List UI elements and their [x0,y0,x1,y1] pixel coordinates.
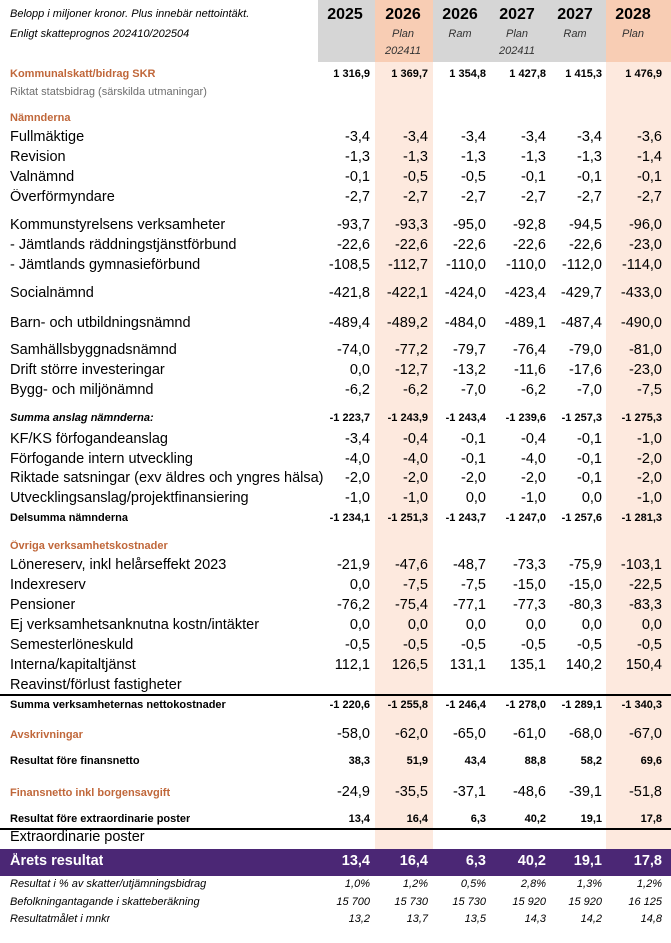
cell-value: 13,5 [464,913,486,925]
cell-value: -2,0 [461,470,486,486]
cell-value: -22,5 [628,577,662,593]
column-subtype-header: Plan [505,28,529,40]
cell-value: -96,0 [628,217,662,233]
cell-value: 112,1 [334,657,370,673]
cell-value: -421,8 [328,285,370,301]
cell-value: 2,8% [520,878,546,890]
cell-value: -490,0 [620,315,662,331]
cell-value: -79,7 [452,342,486,358]
cell-value: 51,9 [406,755,428,767]
cell-value: -0,5 [637,637,662,653]
cell-value: 1 316,9 [333,68,370,80]
row-label: Ej verksamhetsanknutna kostn/intäkter [10,617,260,633]
row-label: Fullmäktige [10,129,85,145]
cell-value: -23,0 [628,237,662,253]
cell-value: 13,2 [348,913,370,925]
cell-value: -67,0 [628,726,662,742]
cell-value: -39,1 [568,784,602,800]
cell-value: -429,7 [560,285,602,301]
table-row [0,362,671,380]
cell-value: 15 920 [568,896,602,908]
table-row [0,451,671,469]
table-row [0,617,671,635]
cell-value: -422,1 [386,285,428,301]
cell-value: -7,5 [461,577,486,593]
cell-value: -2,7 [461,189,486,205]
cell-value: -3,6 [637,129,662,145]
table-row [0,285,671,303]
cell-value: -0,4 [403,431,428,447]
cell-value: -74,0 [336,342,370,358]
cell-value: 0,0 [581,617,602,633]
cell-value: -2,0 [403,470,428,486]
divider-line [0,694,671,696]
cell-value: -489,2 [386,315,428,331]
cell-value: -1 289,1 [561,699,602,711]
cell-value: -0,5 [577,637,602,653]
cell-value: 0,0 [407,617,428,633]
cell-value: -0,1 [577,169,602,185]
table-row [0,597,671,615]
cell-value: 1 354,8 [449,68,486,80]
cell-value: -3,4 [461,129,486,145]
row-label: Lönereserv, inkl helårseffekt 2023 [10,557,227,573]
column-subtype-header: Ram [563,28,587,40]
row-label: Semesterlöneskuld [10,637,134,653]
table-row [0,189,671,207]
column-subtype-header: Ram [448,28,472,40]
row-label: Summa anslag nämnderna: [10,412,154,424]
cell-value: -80,3 [568,597,602,613]
row-label: Kommunalskatt/bidrag SKR [10,68,156,80]
cell-value: -83,3 [628,597,662,613]
cell-value: -6,2 [403,382,428,398]
cell-value: -3,4 [521,129,546,145]
cell-value: -1 251,3 [387,512,428,524]
column-year-header: 2026 [385,6,421,23]
row-label: Övriga verksamhetskostnader [10,540,168,552]
cell-value: 15 920 [512,896,546,908]
cell-value: -0,5 [403,169,428,185]
table-row [0,86,671,100]
cell-value: 88,8 [524,755,546,767]
cell-value: -76,4 [512,342,546,358]
cell-value: -7,0 [577,382,602,398]
cell-value: -0,1 [461,451,486,467]
row-label: Bygg- och miljönämnd [10,382,154,398]
cell-value: 38,3 [348,755,370,767]
cell-value: 40,2 [517,853,546,869]
table-row [0,784,671,802]
cell-value: -58,0 [336,726,370,742]
cell-value: 126,5 [391,657,428,673]
table-row [0,490,671,508]
cell-value: 15 700 [336,896,370,908]
cell-value: -3,4 [345,129,370,145]
cell-value: -92,8 [512,217,546,233]
row-label: - Jämtlands räddningstjänstförbund [10,237,237,253]
cell-value: 13,4 [341,853,370,869]
table-row [0,149,671,167]
cell-value: -1,0 [521,490,546,506]
cell-value: -0,5 [521,637,546,653]
cell-value: -35,5 [394,784,428,800]
cell-value: -1,0 [637,431,662,447]
cell-value: -1 246,4 [445,699,486,711]
table-row [0,813,671,827]
cell-value: -68,0 [568,726,602,742]
cell-value: -0,5 [461,169,486,185]
cell-value: 1 369,7 [391,68,428,80]
cell-value: -0,4 [521,431,546,447]
cell-value: -22,6 [394,237,428,253]
cell-value: 17,8 [640,813,662,825]
cell-value: 135,1 [509,657,546,673]
cell-value: -17,6 [568,362,602,378]
cell-value: -1,0 [403,490,428,506]
cell-value: -489,4 [328,315,370,331]
cell-value: -0,1 [521,169,546,185]
row-label: Avskrivningar [10,729,83,741]
cell-value: -93,7 [336,217,370,233]
row-label: Extraordinarie poster [10,829,145,845]
cell-value: -51,8 [628,784,662,800]
column-subtype-header: Plan [391,28,415,40]
cell-value: -2,0 [521,470,546,486]
row-label: Årets resultat [10,853,104,869]
cell-value: 1,3% [576,878,602,890]
cell-value: -81,0 [628,342,662,358]
table-row [0,557,671,575]
cell-value: -11,6 [514,362,546,378]
cell-value: -1 239,6 [505,412,546,424]
cell-value: -108,5 [328,257,370,273]
cell-value: -0,5 [403,637,428,653]
row-label: KF/KS förfogandeanslag [10,431,168,447]
cell-value: -75,4 [394,597,428,613]
cell-value: -62,0 [394,726,428,742]
cell-value: -3,4 [577,129,602,145]
cell-value: 6,3 [465,853,486,869]
row-label: Interna/kapitaltjänst [10,657,136,673]
row-label: Socialnämnd [10,285,94,301]
cell-value: -1,3 [345,149,370,165]
row-label: - Jämtlands gymnasieförbund [10,257,201,273]
cell-value: -3,4 [345,431,370,447]
row-label: Riktade satsningar (exv äldres och yngres hälsa) [10,470,324,486]
cell-value: -1 223,7 [329,412,370,424]
cell-value: -0,1 [577,470,602,486]
cell-value: -1 243,7 [445,512,486,524]
cell-value: 13,4 [348,813,370,825]
row-label: Reavinst/förlust fastigheter [10,677,182,693]
cell-value: -1,0 [345,490,370,506]
cell-value: 14,8 [640,913,662,925]
cell-value: -1,4 [637,149,662,165]
row-label: Förfogande intern utveckling [10,451,193,467]
cell-value: -0,1 [345,169,370,185]
cell-value: -23,0 [628,362,662,378]
cell-value: -1 243,9 [387,412,428,424]
row-label: Befolkningantagande i skatteberäkning [10,896,200,908]
cell-value: -1,3 [577,149,602,165]
table-row [0,257,671,275]
cell-value: -79,0 [568,342,602,358]
table-row [0,237,671,255]
cell-value: -4,0 [521,451,546,467]
cell-value: -7,0 [461,382,486,398]
row-label: Utvecklingsanslag/projektfinansiering [10,490,249,506]
cell-value: -22,6 [512,237,546,253]
cell-value: -15,0 [568,577,602,593]
cell-value: 1 415,3 [565,68,602,80]
cell-value: -22,6 [336,237,370,253]
cell-value: -4,0 [345,451,370,467]
table-row [0,878,671,892]
cell-value: -487,4 [560,315,602,331]
cell-value: -2,7 [521,189,546,205]
cell-value: 0,0 [349,617,370,633]
row-label: Summa verksamheternas nettokostnader [10,699,226,711]
cell-value: 1,0% [344,878,370,890]
row-label: Barn- och utbildningsnämnd [10,315,191,331]
cell-value: 0,0 [581,490,602,506]
cell-value: -0,1 [577,431,602,447]
cell-value: -0,1 [637,169,662,185]
column-year-header: 2027 [557,6,593,23]
row-label: Resultatmålet i mnkr [10,913,111,925]
cell-value: -2,7 [577,189,602,205]
cell-value: 1,2% [636,878,662,890]
cell-value: -1 275,3 [621,412,662,424]
column-year-header: 2026 [442,6,478,23]
cell-value: -1 278,0 [505,699,546,711]
cell-value: -6,2 [521,382,546,398]
cell-value: -48,7 [452,557,486,573]
table-row [0,382,671,400]
cell-value: 0,0 [525,617,546,633]
row-label: Resultat i % av skatter/utjämningsbidrag [10,878,207,890]
cell-value: -110,0 [445,257,486,273]
cell-value: 16,4 [406,813,428,825]
cell-value: -48,6 [512,784,546,800]
table-row [0,677,671,695]
cell-value: -0,5 [345,637,370,653]
cell-value: -1,3 [461,149,486,165]
row-label: Riktat statsbidrag (särskilda utmaningar) [10,86,207,98]
table-row [0,412,671,426]
cell-value: -75,9 [568,557,602,573]
row-label: Samhällsbyggnadsnämnd [10,342,177,358]
table-row [0,431,671,449]
cell-value: 6,3 [470,813,486,825]
cell-value: -1 243,4 [445,412,486,424]
cell-value: -2,0 [637,451,662,467]
table-row [0,540,671,554]
column-date-header: 202411 [385,45,421,57]
cell-value: -489,1 [504,315,546,331]
table-row [0,657,671,675]
cell-value: -7,5 [637,382,662,398]
row-label: Valnämnd [10,169,75,185]
cell-value: 150,4 [625,657,662,673]
cell-value: -65,0 [452,726,486,742]
cell-value: -61,0 [512,726,546,742]
cell-value: 0,0 [465,490,486,506]
table-row [0,315,671,333]
cell-value: 69,6 [640,755,662,767]
cell-value: -4,0 [403,451,428,467]
cell-value: -73,3 [512,557,546,573]
cell-value: -103,1 [620,557,662,573]
row-label: Drift större investeringar [10,362,165,378]
cell-value: 131,1 [449,657,486,673]
cell-value: 140,2 [565,657,602,673]
cell-value: 16 125 [628,896,662,908]
cell-value: -22,6 [452,237,486,253]
cell-value: -37,1 [452,784,486,800]
cell-value: -2,7 [637,189,662,205]
cell-value: 1,2% [402,878,428,890]
cell-value: -1 220,6 [329,699,370,711]
intro-text-line2: Enligt skatteprognos 202410/202504 [10,28,190,40]
row-label: Pensioner [10,597,76,613]
cell-value: -423,4 [504,285,546,301]
cell-value: 19,1 [580,813,602,825]
cell-value: -1,3 [403,149,428,165]
cell-value: -0,1 [461,431,486,447]
table-row [0,68,671,82]
cell-value: 16,4 [399,853,428,869]
cell-value: -112,7 [387,257,428,273]
cell-value: 0,0 [641,617,662,633]
divider-line [0,828,671,830]
column-year-header: 2027 [499,6,535,23]
cell-value: -484,0 [444,315,486,331]
cell-value: -77,2 [394,342,428,358]
cell-value: 14,2 [580,913,602,925]
row-label: Resultat före finansnetto [10,755,140,767]
cell-value: -112,0 [561,257,602,273]
table-row [0,169,671,187]
table-row [0,829,671,847]
column-date-header: 202411 [499,45,535,57]
cell-value: -1 340,3 [621,699,662,711]
cell-value: -24,9 [336,784,370,800]
cell-value: -76,2 [336,597,370,613]
cell-value: 1 476,9 [625,68,662,80]
cell-value: -13,2 [452,362,486,378]
table-row [0,853,671,871]
table-row [0,913,671,927]
table-row [0,470,671,488]
cell-value: 0,0 [465,617,486,633]
cell-value: -2,7 [345,189,370,205]
cell-value: -424,0 [444,285,486,301]
table-row [0,112,671,126]
table-row [0,637,671,655]
cell-value: -93,3 [394,217,428,233]
cell-value: -2,7 [403,189,428,205]
cell-value: -0,5 [461,637,486,653]
cell-value: -95,0 [452,217,486,233]
cell-value: 0,5% [460,878,486,890]
cell-value: -1 234,1 [329,512,370,524]
row-label: Resultat före extraordinarie poster [10,813,191,825]
table-row [0,726,671,744]
row-label: Delsumma nämnderna [10,512,128,524]
cell-value: -433,0 [620,285,662,301]
cell-value: -1 281,3 [621,512,662,524]
cell-value: -77,1 [452,597,486,613]
cell-value: 58,2 [580,755,602,767]
column-year-header: 2028 [615,6,651,23]
cell-value: -1 255,8 [387,699,428,711]
row-label: Finansnetto inkl borgensavgift [10,787,171,799]
cell-value: -94,5 [568,217,602,233]
table-row [0,896,671,910]
row-label: Revision [10,149,66,165]
cell-value: -15,0 [512,577,546,593]
table-row [0,512,671,526]
cell-value: -6,2 [345,382,370,398]
cell-value: 19,1 [573,853,602,869]
cell-value: -1 257,3 [561,412,602,424]
cell-value: -77,3 [512,597,546,613]
cell-value: -1,0 [637,490,662,506]
cell-value: -21,9 [336,557,370,573]
cell-value: -0,1 [577,451,602,467]
column-subtype-header: Plan [621,28,645,40]
cell-value: -1,3 [521,149,546,165]
cell-value: -47,6 [394,557,428,573]
table-row [0,129,671,147]
cell-value: -114,0 [621,257,662,273]
cell-value: 15 730 [394,896,428,908]
cell-value: 0,0 [349,362,370,378]
cell-value: 1 427,8 [509,68,546,80]
cell-value: -2,0 [637,470,662,486]
cell-value: -3,4 [403,129,428,145]
cell-value: 43,4 [464,755,486,767]
table-row [0,755,671,769]
table-row [0,217,671,235]
cell-value: 13,7 [406,913,428,925]
table-row [0,699,671,713]
cell-value: -12,7 [394,362,428,378]
cell-value: -110,0 [505,257,546,273]
row-label: Överförmyndare [10,189,115,205]
intro-text-line1: Belopp i miljoner kronor. Plus innebär nettointäkt. [10,8,250,20]
cell-value: 40,2 [524,813,546,825]
cell-value: 17,8 [633,853,662,869]
cell-value: 0,0 [349,577,370,593]
cell-value: -1 247,0 [505,512,546,524]
cell-value: -22,6 [568,237,602,253]
table-row [0,577,671,595]
cell-value: -7,5 [403,577,428,593]
row-label: Kommunstyrelsens verksamheter [10,217,226,233]
cell-value: -1 257,6 [561,512,602,524]
cell-value: 15 730 [452,896,486,908]
cell-value: 14,3 [524,913,546,925]
row-label: Indexreserv [10,577,86,593]
column-year-header: 2025 [327,6,363,23]
cell-value: -2,0 [345,470,370,486]
row-label: Nämnderna [10,112,71,124]
table-row [0,342,671,360]
